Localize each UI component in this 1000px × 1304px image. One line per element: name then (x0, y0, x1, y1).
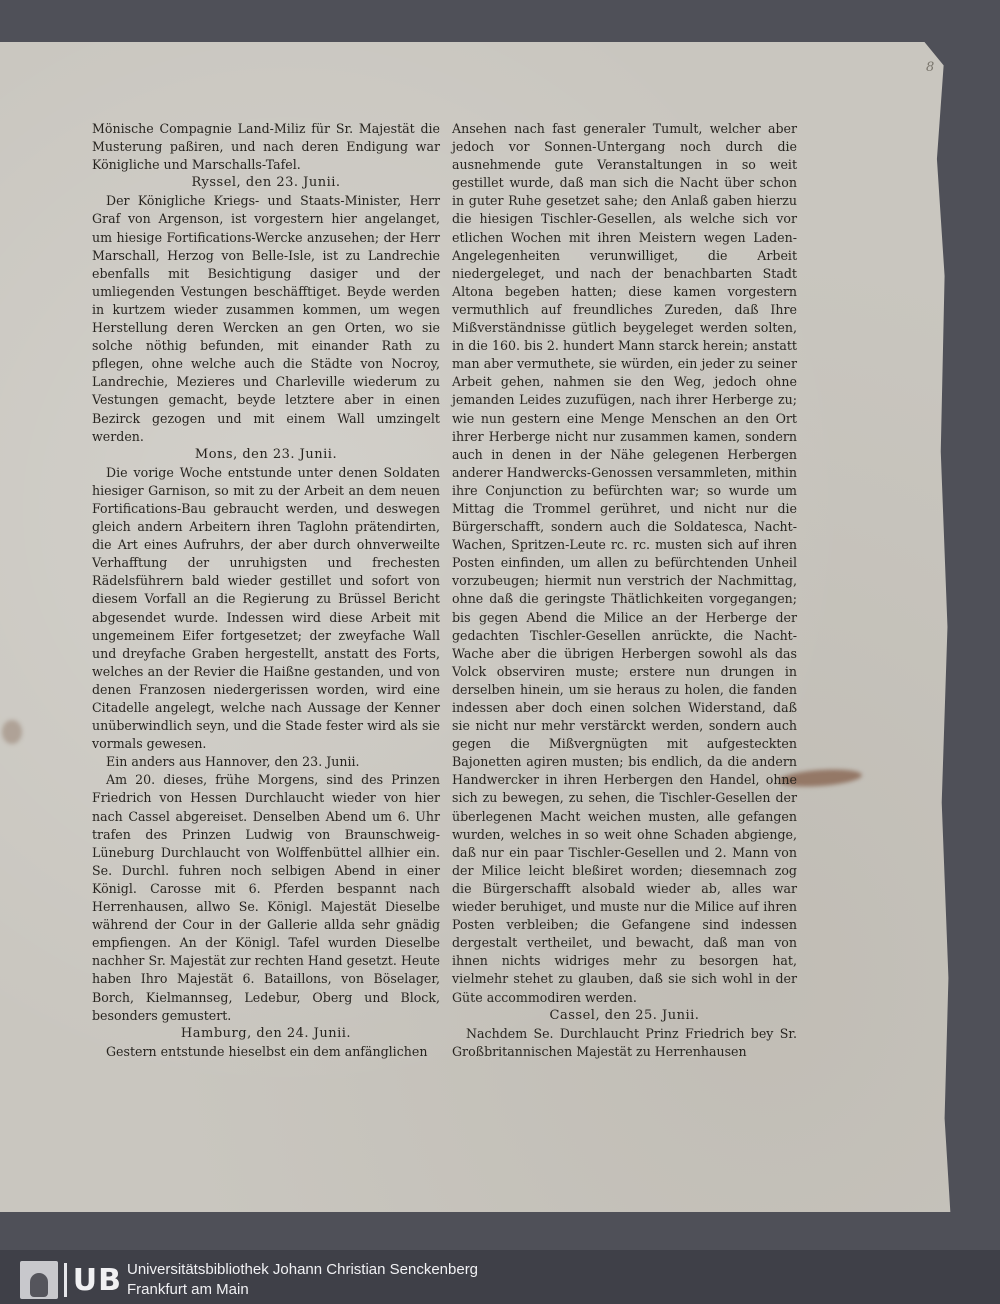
dateline-heading: Ryssel, den 23. Junii. (191, 175, 341, 191)
left-text-column (92, 120, 440, 1061)
paragraph: Gestern entstunde hieselbst ein dem anfänglichen (106, 1043, 428, 1059)
dateline-heading: Hamburg, den 24. Junii. (180, 1025, 352, 1041)
right-text-column (452, 120, 797, 1061)
paragraph: Die vorige Woche entstunde unter denen Soldaten hiesiger Garnison, so mit zu der Arbeit an dem neuen Fortifications-Bau gebraucht werden, und deswegen gleich andern Arbeitern ihren Taglohn prätendirten, die Art eines Aufruhrs, der aber durch ohnverweilte Verhafftung der unruhigsten und frechesten Rädelsführern bald wieder gestillet und sofort von diesem Vorfall an die Regierung zu Brüssel Bericht abgesendet wurde. Indessen wird diese Arbeit mit ungemeinem Eifer fortgesetzet; der zweyfache Wall und dreyfache Graben hergestellt, anstatt des Forts, welches an der Revier die Haißne gestanden, und von denen Franzosen niedergerissen worden, wird eine Citadelle angelegt, welche nach Aussage der Kenner unüberwindlich seyn, und die Stade fester wird als sie vormals gewesen. (92, 464, 440, 752)
portrait-icon (20, 1261, 58, 1299)
library-logo[interactable] (20, 1261, 122, 1299)
paragraph: Nachdem Se. Durchlaucht Prinz Friedrich bey Sr. Großbritannischen Majestät zu Herrenhausen (452, 1025, 797, 1059)
dateline-heading: Ein anders aus Hannover, den 23. Junii. (106, 754, 360, 770)
paragraph: Ansehen nach fast generaler Tumult, welcher aber jedoch vor Sonnen-Untergang noch durch die ausnehmende gute Veranstaltungen in so weit gestillet wurde, daß man sich die Nacht über schon in guter Ruhe gesetzet sahe; den Anlaß gaben hierzu die hiesigen Tischler-Gesellen, als welche sich vor etlichen Wochen mit ihren Meistern wegen Laden-Angelegenheiten verunwilliget, die Arbeit niedergeleget, und nach der benachbarten Stadt Altona begeben hatten; diese kamen vorgestern vermuthlich auf freundliches Zureden, daß Ihre Mißverständnisse gütlich beygeleget werden solten, in die 160. bis 2. hundert Mann starck herein; anstatt man aber vermuthete, sie würden, ein jeder zu seiner Arbeit gehen, nahmen sie den Weg, jedoch ohne jemanden Leides zuzufügen, nach ihrer Herberge zu; wie nun gestern eine Menge Menschen an den Ort ihrer Herberge nicht nur zusammen kamen, sondern auch in denen in der Nähe gelegenen Herbergen anderer Handwercks-Genossen versammleten, mithin ihre Conjunction zu befürchten war; so wurde um Mittag die Trommel gerühret, und nicht nur die Bürgerschafft, sondern auch die Soldatesca, Nacht-Wachen, Spritzen-Leute rc. rc. musten sich auf ihren Posten einfinden, um allen zu befürchtenden Unheil vorzubeugen; hiermit nun verstrich der Nachmittag, ohne daß die geringste Thätlichkeiten vorgegangen; bis gegen Abend die Milice an der Herberge der gedachten Tischler-Gesellen anrückte, die Nacht-Wache aber die übrigen Herbergen sowohl als das Volck observiren muste; erstere nun drungen in derselben hinein, um sie heraus zu holen, die fanden indessen aber doch einen solchen Widerstand, daß sie nicht nur mehr verstärckt werden, sondern auch gegen die Mißvergnügten mit aufgesteckten Bajonetten agiren musten; bis endlich, da die andern Handwercker in ihren Herbergen den Handel, ohne sich zu bewegen, zu sehen, die Tischler-Gesellen der überlegenen Macht weichen musten, alle gefangen wurden, welches in so weit ohne Schaden abgienge, daß nur ein paar Tischler-Gesellen und 2. Mann von der Milice leicht bleßiret worden; diesemnach zog die Bürgerschafft alsobald wieder ab, alles war wieder beruhiget, und muste nur die Milice auf ihren Posten verbleiben; die Gefangene sind indessen dergestalt vertheilet, und bewacht, daß man von ihnen nichts widriges mehr zu besorgen hat, vielmehr stehet zu glauben, daß sie sich wohl in der Güte accommodiren werden. (452, 121, 797, 1005)
institution-name: Universitätsbibliothek Johann Christian Senckenberg (127, 1261, 479, 1278)
logo-divider (64, 1263, 67, 1297)
dateline-heading: Mons, den 23. Junii. (194, 446, 338, 462)
paper-stain (2, 720, 22, 744)
paragraph: Am 20. dieses, frühe Morgens, sind des Prinzen Friedrich von Hessen Durchlaucht wieder von hier nach Cassel abgereiset. Denselben Abend um 6. Uhr trafen des Prinzen Ludwig von Braunschweig-Lüneburg Durchlaucht von Wolffenbüttel allhier ein. Se. Durchl. fuhren noch selbigen Abend in einer Königl. Carosse mit 6. Pferden bespannt nach Herrenhausen, allwo Se. Königl. Majestät Dieselbe während der Cour in der Gallerie allda sehr gnädig empfiengen. An der Königl. Tafel wurden Dieselbe nachher Sr. Majestät zur rechten Hand gesetzt. Heute haben Ihro Majestät 6. Bataillons, von Böselager, Borch, Kielmannseg, Ledebur, Oberg und Block, besonders gemustert. (92, 772, 440, 1023)
page-number-mark: 8 (926, 60, 935, 75)
institution-city: Frankfurt am Main (127, 1281, 249, 1298)
paragraph: Mönische Compagnie Land-Miliz für Sr. Majestät die Musterung paßiren, und nach deren Endigung war Königliche und Marschalls-Tafel. (92, 121, 440, 173)
paragraph: Der Königliche Kriegs- und Staats-Minister, Herr Graf von Argenson, ist vorgestern hier angelanget, um hiesige Fortifications-Wercke anzusehen; der Herr Marschall, Herzog von Belle-Isle, ist zu Landrechie ebenfalls mit Besichtigung dasiger und der umliegenden Vestungen beschäfftiget. Beyde werden in kurtzem wieder zusammen kommen, um wegen Herstellung deren Wercken an gen Orten, wo sie solche nöthig befunden, mit einander Rath zu pflegen, ohne welche auch die Städte von Nocroy, Landrechie, Mezieres und Charleville wiederum zu Vestungen gemacht, beyde letztere aber in einen Bezirck gezogen und mit einem Wall umzingelt werden. (92, 193, 440, 444)
logo-text: UB (72, 1262, 122, 1298)
dateline-heading: Cassel, den 25. Junii. (549, 1007, 700, 1023)
